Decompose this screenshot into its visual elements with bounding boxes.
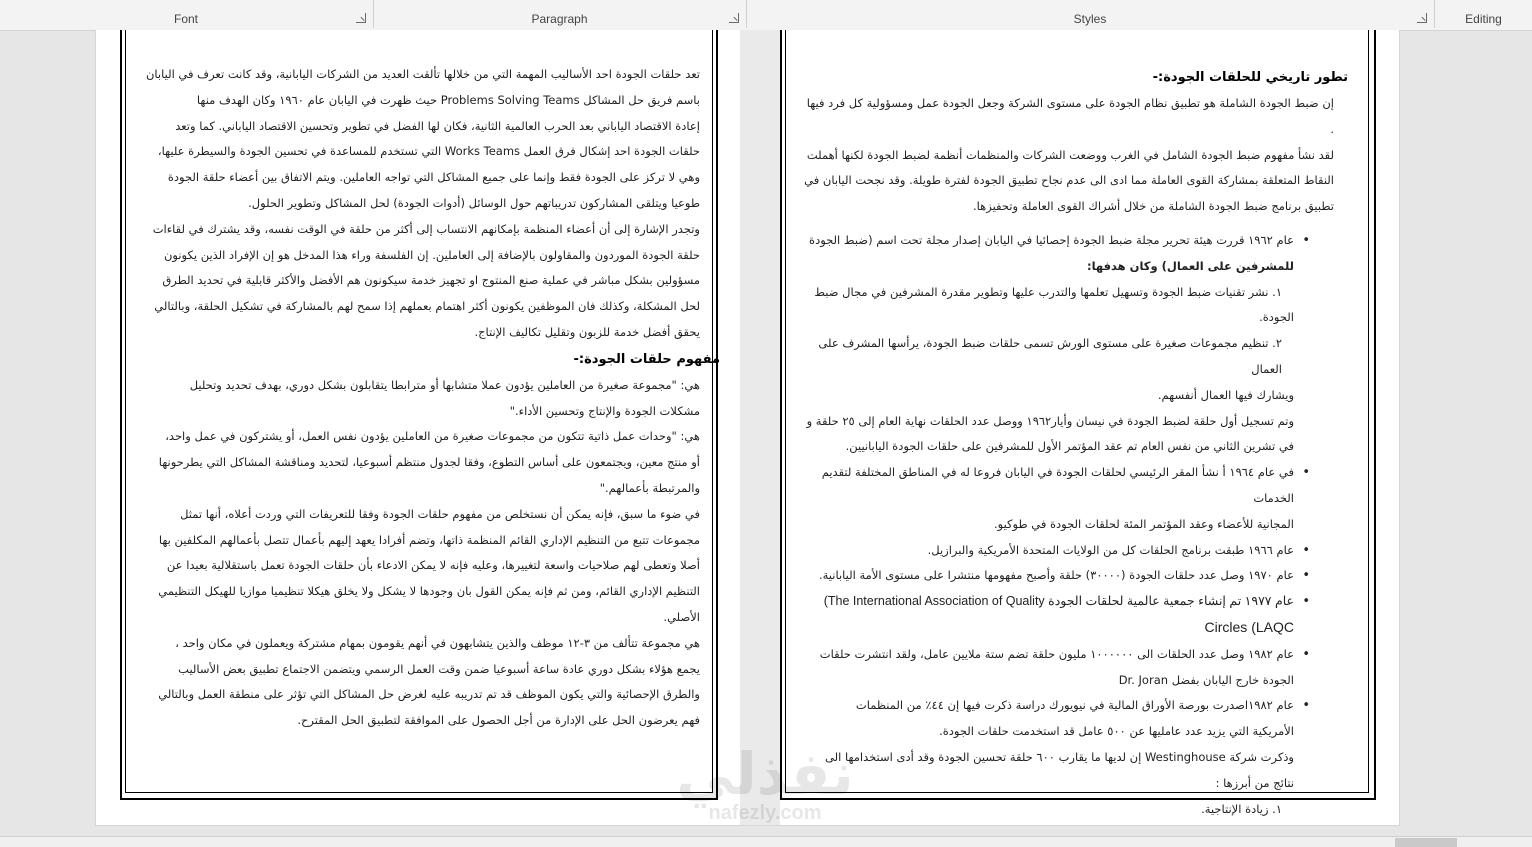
- bullet-text: عام ١٩٧٧ تم إنشاء جمعية عالمية لحلقات الجودة The International Association of Quality): [823, 594, 1294, 609]
- watermark-logo: [670, 740, 860, 835]
- list-item: [800, 228, 1294, 280]
- paragraph: مجموعات تتبع من التنظيم الإداري القائم المنظمة ذاتها، وتضم أفرادا يعهد إليهم بأعمال تتصل بأعمالهم المكلفين بها: [158, 532, 700, 547]
- page-gap: [740, 30, 780, 825]
- font-group: [0, 0, 372, 30]
- paragraph: والطرق الإحصائية والتي يكون الموظف قد تم تدريبه عليه لغرض حل المشاكل التي تؤثر على منطقة العمل وبالتالي: [158, 687, 700, 702]
- list-item: [800, 538, 1294, 564]
- list-item: [800, 460, 1294, 537]
- paragraph: هي مجموعة تتألف من ٣-١٢ موظف والذين يتشابهون في أنهم يقومون بمهام مشتركة ويعملون في مكان واحد ،: [175, 635, 700, 650]
- paragraph: الجودة.: [1259, 310, 1294, 325]
- paragraph: لقد نشأ مفهوم ضبط الجودة الشامل في الغرب ووضعت الشركات والمنظمات أنظمة لضبط الجودة لكنها أهملت: [806, 147, 1334, 162]
- editing-group-label: Editing: [1465, 12, 1502, 26]
- paragraph-group-label: Paragraph: [531, 12, 588, 26]
- paragraph: وتم تسجيل أول حلقة لضبط الجودة في نيسان وأيار١٩٦٢ ووصل عدد الحلقات نهاية العام إلى ٢٥ حلقة و: [806, 413, 1294, 428]
- paragraph: إن ضبط الجودة الشاملة هو تطبيق نظام الجودة على مستوى الشركة وجعل الجودة عمل ومسؤولية كل فرد فيها .: [806, 96, 1334, 136]
- paragraph: حلقات الجودة احد إشكال فرق العمل Works Teams التي تستخدم للمساعدة في تحسين الجودة والسيطرة عليها،: [157, 144, 700, 159]
- paragraph: تعد حلقات الجودة احد الأساليب المهمة التي من خلالها تألقت العديد من الشركات اليابانية، وقد كانت تعرف في اليابان: [145, 67, 700, 81]
- paragraph: أو منتج معين، ويجتمعون على أساس التطوع، وفقا لجدول منتظم أسبوعيا، لتحديد ومناقشة المشاكل التي يطرحونها: [158, 455, 700, 470]
- editing-group: [1435, 0, 1532, 30]
- list-item: [800, 563, 1294, 589]
- styles-dialog-launcher-icon[interactable]: [1417, 13, 1427, 23]
- font-group-label: Font: [173, 12, 198, 26]
- bullet-text: في عام ١٩٦٤ أ نشأ المقر الرئيسي لحلقات الجودة في اليابان فروعا له في المناطق المختلفة لتقديم الخدمات: [821, 465, 1294, 505]
- paragraph: مسؤولين بشكل مباشر في عملية صنع المنتوج او تجهيز خدمة سيكونون هم الأفضل والأكثر قابلية في تحديد الطرق: [162, 273, 700, 288]
- paragraph: نتائج من أبرزها :: [1215, 775, 1294, 790]
- paragraph: ١. نشر تقنيات ضبط الجودة وتسهيل تعلمها والتدرب عليها وتطوير مقدرة المشرفين في مجال ضبط: [814, 284, 1282, 299]
- left-page-text[interactable]: [144, 62, 720, 734]
- paragraph: مشكلات الجودة والإنتاج وتحسين الأداء.": [509, 403, 700, 418]
- bullet-text: المجانية للأعضاء وعقد المؤتمر المئة لحلقات الجودة في طوكيو.: [993, 516, 1294, 531]
- paragraph: ٢. تنظيم مجموعات صغيرة على مستوى الورش تسمى حلقات ضبط الجودة، يرأسها المشرف على العمال: [818, 336, 1282, 376]
- paragraph: ١. زيادة الإنتاجية.: [1201, 801, 1282, 816]
- bullet-list: [800, 228, 1348, 280]
- bullet-text: للمشرفين على العمال) وكان هدفها:: [1087, 258, 1294, 273]
- paragraph: باسم فريق حل المشاكل Problems Solving Teams حيث ظهرت في اليابان عام ١٩٦٠ وكان الهدف منها: [196, 92, 700, 107]
- styles-group: [747, 0, 1433, 30]
- paragraph: في تشرين الثاني من نفس العام تم عقد المؤتمر الأول للمشرفين على حلقات الجودة اليابانيين.: [845, 439, 1294, 454]
- bullet-text: عام ١٩٧٠ وصل عدد حلقات الجودة (٣٠٠٠٠) حلقة وأصبح مفهومها منتشرا على مستوى الأمة اليابانية.: [818, 568, 1294, 583]
- intro-block: [800, 91, 1348, 220]
- bullet-text: الجودة خارج اليابان بفضل Dr. Joran: [1118, 672, 1294, 687]
- paragraph: في ضوء ما سبق، فإنه يمكن أن نستخلص من مفهوم حلقات الجودة وفقا للتعريفات التي وردت أعلاه، أنها تمثل: [180, 506, 700, 521]
- paragraph: الأصلي.: [663, 609, 700, 624]
- paragraph: وهي لا تركز على الجودة فقط وإنما على جميع المشاكل التي تواجه العاملين. ويتم الاتفاق بين أعضاء حلقة الجودة: [167, 170, 700, 185]
- paragraph: يحقق أفضل خدمة للزبون وتقليل تكاليف الإنتاج.: [474, 324, 700, 339]
- bullet-text: عام ١٩٦٦ طبقت برنامج الحلقات كل من الولايات المتحدة الأمريكية والبرازيل.: [927, 542, 1294, 557]
- paragraph: أصلا وتعطى لهم صلاحيات واسعة لتغييرها، وعليه فإنه لا يمكن الادعاء بأن حلقات الجودة تعمل باستقلالية بعيدا عن: [166, 558, 700, 573]
- watermark-text: نفذلي: [676, 740, 854, 808]
- watermark-subtext: nafezly.com: [708, 802, 822, 824]
- list-item: [800, 589, 1294, 642]
- section-heading: مفهوم حلقات الجودة:-: [573, 351, 720, 367]
- paragraph: تطبيق برنامج ضبط الجودة الشاملة من خلال أشراك القوى العاملة وتحفيزها.: [973, 199, 1334, 214]
- bullet-text: Circles (LAQC: [1204, 618, 1294, 635]
- paragraph: حلقة الجودة الموردون والمقاولون بالإضافة إلى العاملين. إن الفلسفة وراء هذا المدخل هو إن الإفراد الذين يكونون: [163, 247, 700, 262]
- paragraph: وذكرت شركة Westinghouse إن لديها ما يقارب ٦٠٠ حلقة تحسين الجودة وقد أدى استخدامها الى: [825, 749, 1294, 764]
- paragraph: النقاط المتعلقة بمشاركة القوى العاملة مما ادى الى عدم نجاح تطبيق الجودة لفترة طويلة. وقد نجحت اليابان في: [804, 173, 1334, 188]
- list-item: [800, 693, 1294, 745]
- bullet-list: [800, 460, 1348, 745]
- bullet-text: عام ١٩٨٢ وصل عدد الحلقات الى ١٠٠٠٠٠٠ مليون حلقة تضم ستة ملايين عامل، ولقد انتشرت حلقات: [819, 646, 1294, 661]
- paragraph: فهم يعرضون الحل على الإدارة من أجل الحصول على الموافقة لتطبيق الحل المقترح.: [297, 713, 700, 728]
- bullet-text: الأمريكية التي يزيد عدد عامليها عن ٥٠٠ عامل قد استخدمت حلقات الجودة.: [939, 724, 1294, 739]
- paragraph: يجمع هؤلاء بشكل دوري عادة ساعة أسبوعيا ضمن وقت العمل الرسمي ويتضمن الاجتماع تطبيق بعض الأساليب: [178, 661, 700, 676]
- left-page[interactable]: [96, 30, 740, 825]
- list-item: [800, 642, 1294, 694]
- font-dialog-launcher-icon[interactable]: [356, 13, 366, 23]
- ribbon-group-labels: [0, 0, 1532, 31]
- right-page-text[interactable]: [800, 64, 1348, 822]
- right-page[interactable]: [780, 30, 1398, 825]
- status-bar: [0, 836, 1532, 847]
- numbered-block: [800, 280, 1348, 461]
- styles-group-label: Styles: [1073, 12, 1107, 26]
- paragraph: هي: "مجموعة صغيرة من العاملين يؤدون عملا متشابها أو مترابطا يتقابلون بشكل دوري، بهدف تحديد وتحليل: [189, 377, 700, 392]
- tail-block: [800, 745, 1348, 822]
- section-heading: تطور تاريخي للحلقات الجودة:-: [1152, 70, 1348, 85]
- paragraph: هي: "وحدات عمل ذاتية تتكون من مجموعات صغيرة من العاملين يؤدون نفس العمل، أو يشتركون في عمل واحد،: [165, 429, 700, 444]
- bullet-text: عام ١٩٦٢ قررت هيئة تحرير مجلة ضبط الجودة إحصائيا في اليابان إصدار مجلة تحت اسم (ضبط الجودة: [809, 232, 1294, 247]
- paragraph: لحل المشكلة، وكذلك فان الموظفين يكونون أكثر اهتمام بعملهم إذا سمح لهم بالمشاركة في تشكيل الحلقة، وبالتالي: [154, 299, 700, 314]
- bullet-text: عام ١٩٨٢اصدرت بورصة الأوراق المالية في نيويورك دراسة ذكرت فيها إن ٤٤٪ من المنظمات: [855, 698, 1294, 713]
- paragraph-group: [374, 0, 745, 30]
- paragraph: والمرتبطة بأعمالهم.": [599, 480, 700, 495]
- paragraph: وتجدر الإشارة إلى أن أعضاء المنظمة بإمكانهم الانتساب إلى أكثر من حلقة في الوقت نفسه، وقد يشترك في لقاءات: [152, 221, 700, 236]
- paragraph: إعادة الاقتصاد الياباني بعد الحرب العالمية الثانية، فكان لها الفضل في تطوير وتحسين الاقتصاد الياباني. كما وتعد: [175, 118, 700, 133]
- paragraph: طوعيا ويتلقى المشاركون تدريباتهم حول الوسائل (أدوات الجودة) لحل المشاكل وتطوير الحلول.: [248, 195, 700, 210]
- paragraph-dialog-launcher-icon[interactable]: [729, 13, 739, 23]
- paragraph: التنظيم الإداري القائم، ومن ثم فإنه يمكن القول بان وجودها لا يشكل ولا يخلق هيكلا تنظيميا موازيا للهيكل التنظيمي: [158, 584, 700, 599]
- paragraph: ويشارك فيها العمال أنفسهم.: [1157, 387, 1294, 402]
